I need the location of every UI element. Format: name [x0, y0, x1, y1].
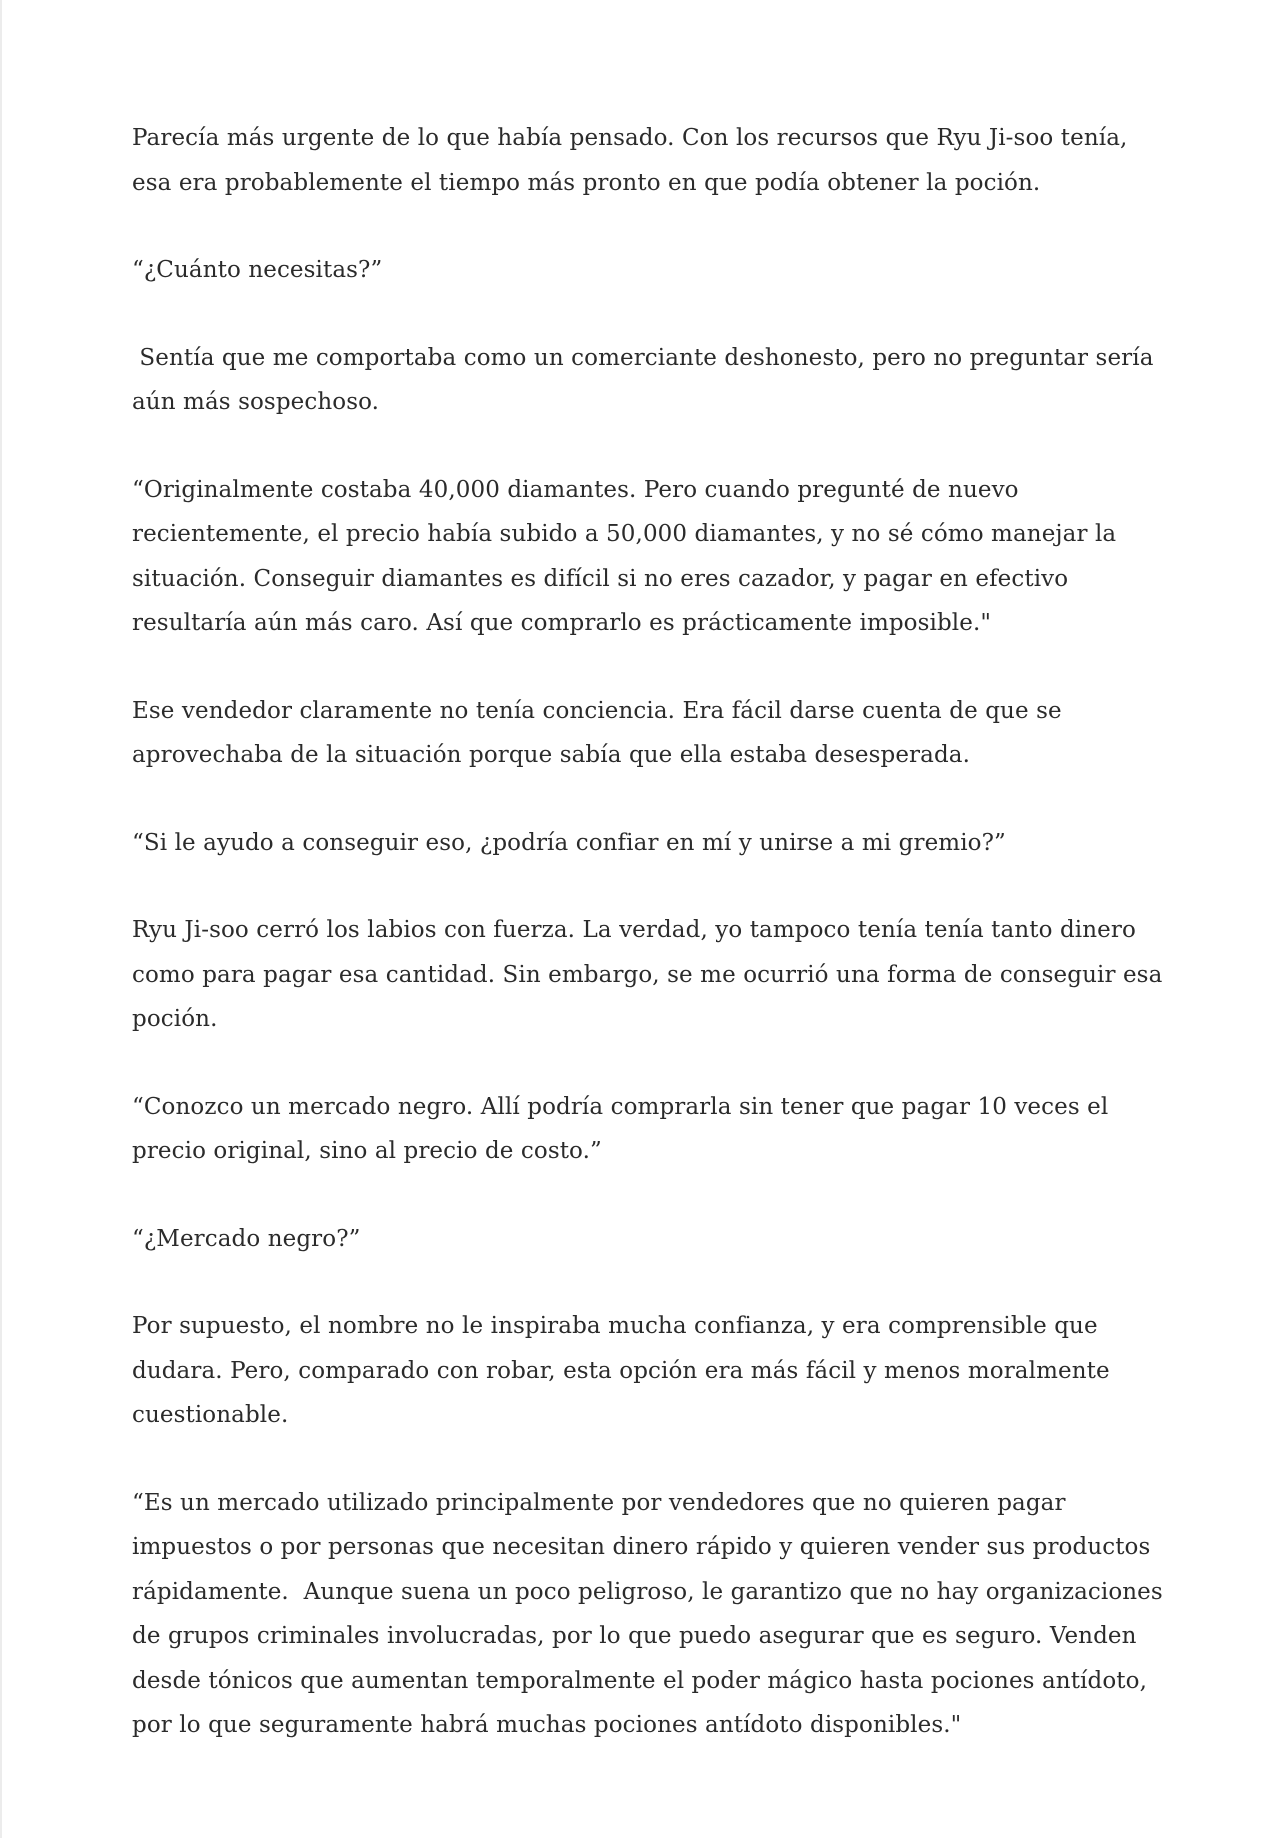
paragraph-7: Ryu Ji-soo cerró los labios con fuerza. La verdad, yo tampoco tenía tenía tanto dinero como para pagar esa cantidad. Sin embargo, se me ocurrió una forma de conseguir esa poción.	[132, 917, 1170, 1032]
paragraph-5: Ese vendedor claramente no tenía conciencia. Era fácil darse cuenta de que se aprovechaba de la situación porque sabía que ella estaba desesperada.	[132, 697, 1070, 768]
paragraph-3: Sentía que me comportaba como un comerciante deshonesto, pero no preguntar sería aún más sospechoso.	[132, 344, 1161, 415]
text-column	[132, 116, 1171, 1791]
paragraph-8: “Conozco un mercado negro. Allí podría comprarla sin tener que pagar 10 veces el precio original, sino al precio de costo.”	[132, 1093, 1116, 1164]
paragraph-4: “Originalmente costaba 40,000 diamantes. Pero cuando pregunté de nuevo recientemente, el precio había subido a 50,000 diamantes, y no sé cómo manejar la situación. Conseguir diamantes es difícil si no eres cazador, y pagar en efectivo resultaría aún más caro. Así que comprarlo es prácticamente imposible."	[132, 476, 1124, 636]
paragraph-2: “¿Cuánto necesitas?”	[132, 257, 383, 283]
paragraph-6: “Si le ayudo a conseguir eso, ¿podría confiar en mí y unirse a mi gremio?”	[132, 829, 1006, 856]
paragraph-10: Por supuesto, el nombre no le inspiraba mucha confianza, y era comprensible que dudara. Pero, comparado con robar, esta opción era más fácil y menos moralmente cuestionable.	[132, 1313, 1118, 1428]
paragraph-9: “¿Mercado negro?”	[132, 1225, 361, 1252]
paragraph-1: Parecía más urgente de lo que había pensado. Con los recursos que Ryu Ji-soo tenía, esa era probablemente el tiempo más pronto en que podía obtener la poción.	[132, 125, 1135, 196]
paragraph-11: “Es un mercado utilizado principalmente por vendedores que no quieren pagar impuestos o por personas que necesitan dinero rápido y quieren vender sus productos rápidamente. Aunque suena un poco peligroso, le garantizo que no hay organizaciones de grupos criminales involucradas, por lo que puedo asegurar que es seguro. Venden desde tónicos que aumentan temporalmente el poder mágico hasta pociones antídoto, por lo que seguramente habrá muchas pociones antídoto disponibles."	[132, 1489, 1171, 1738]
